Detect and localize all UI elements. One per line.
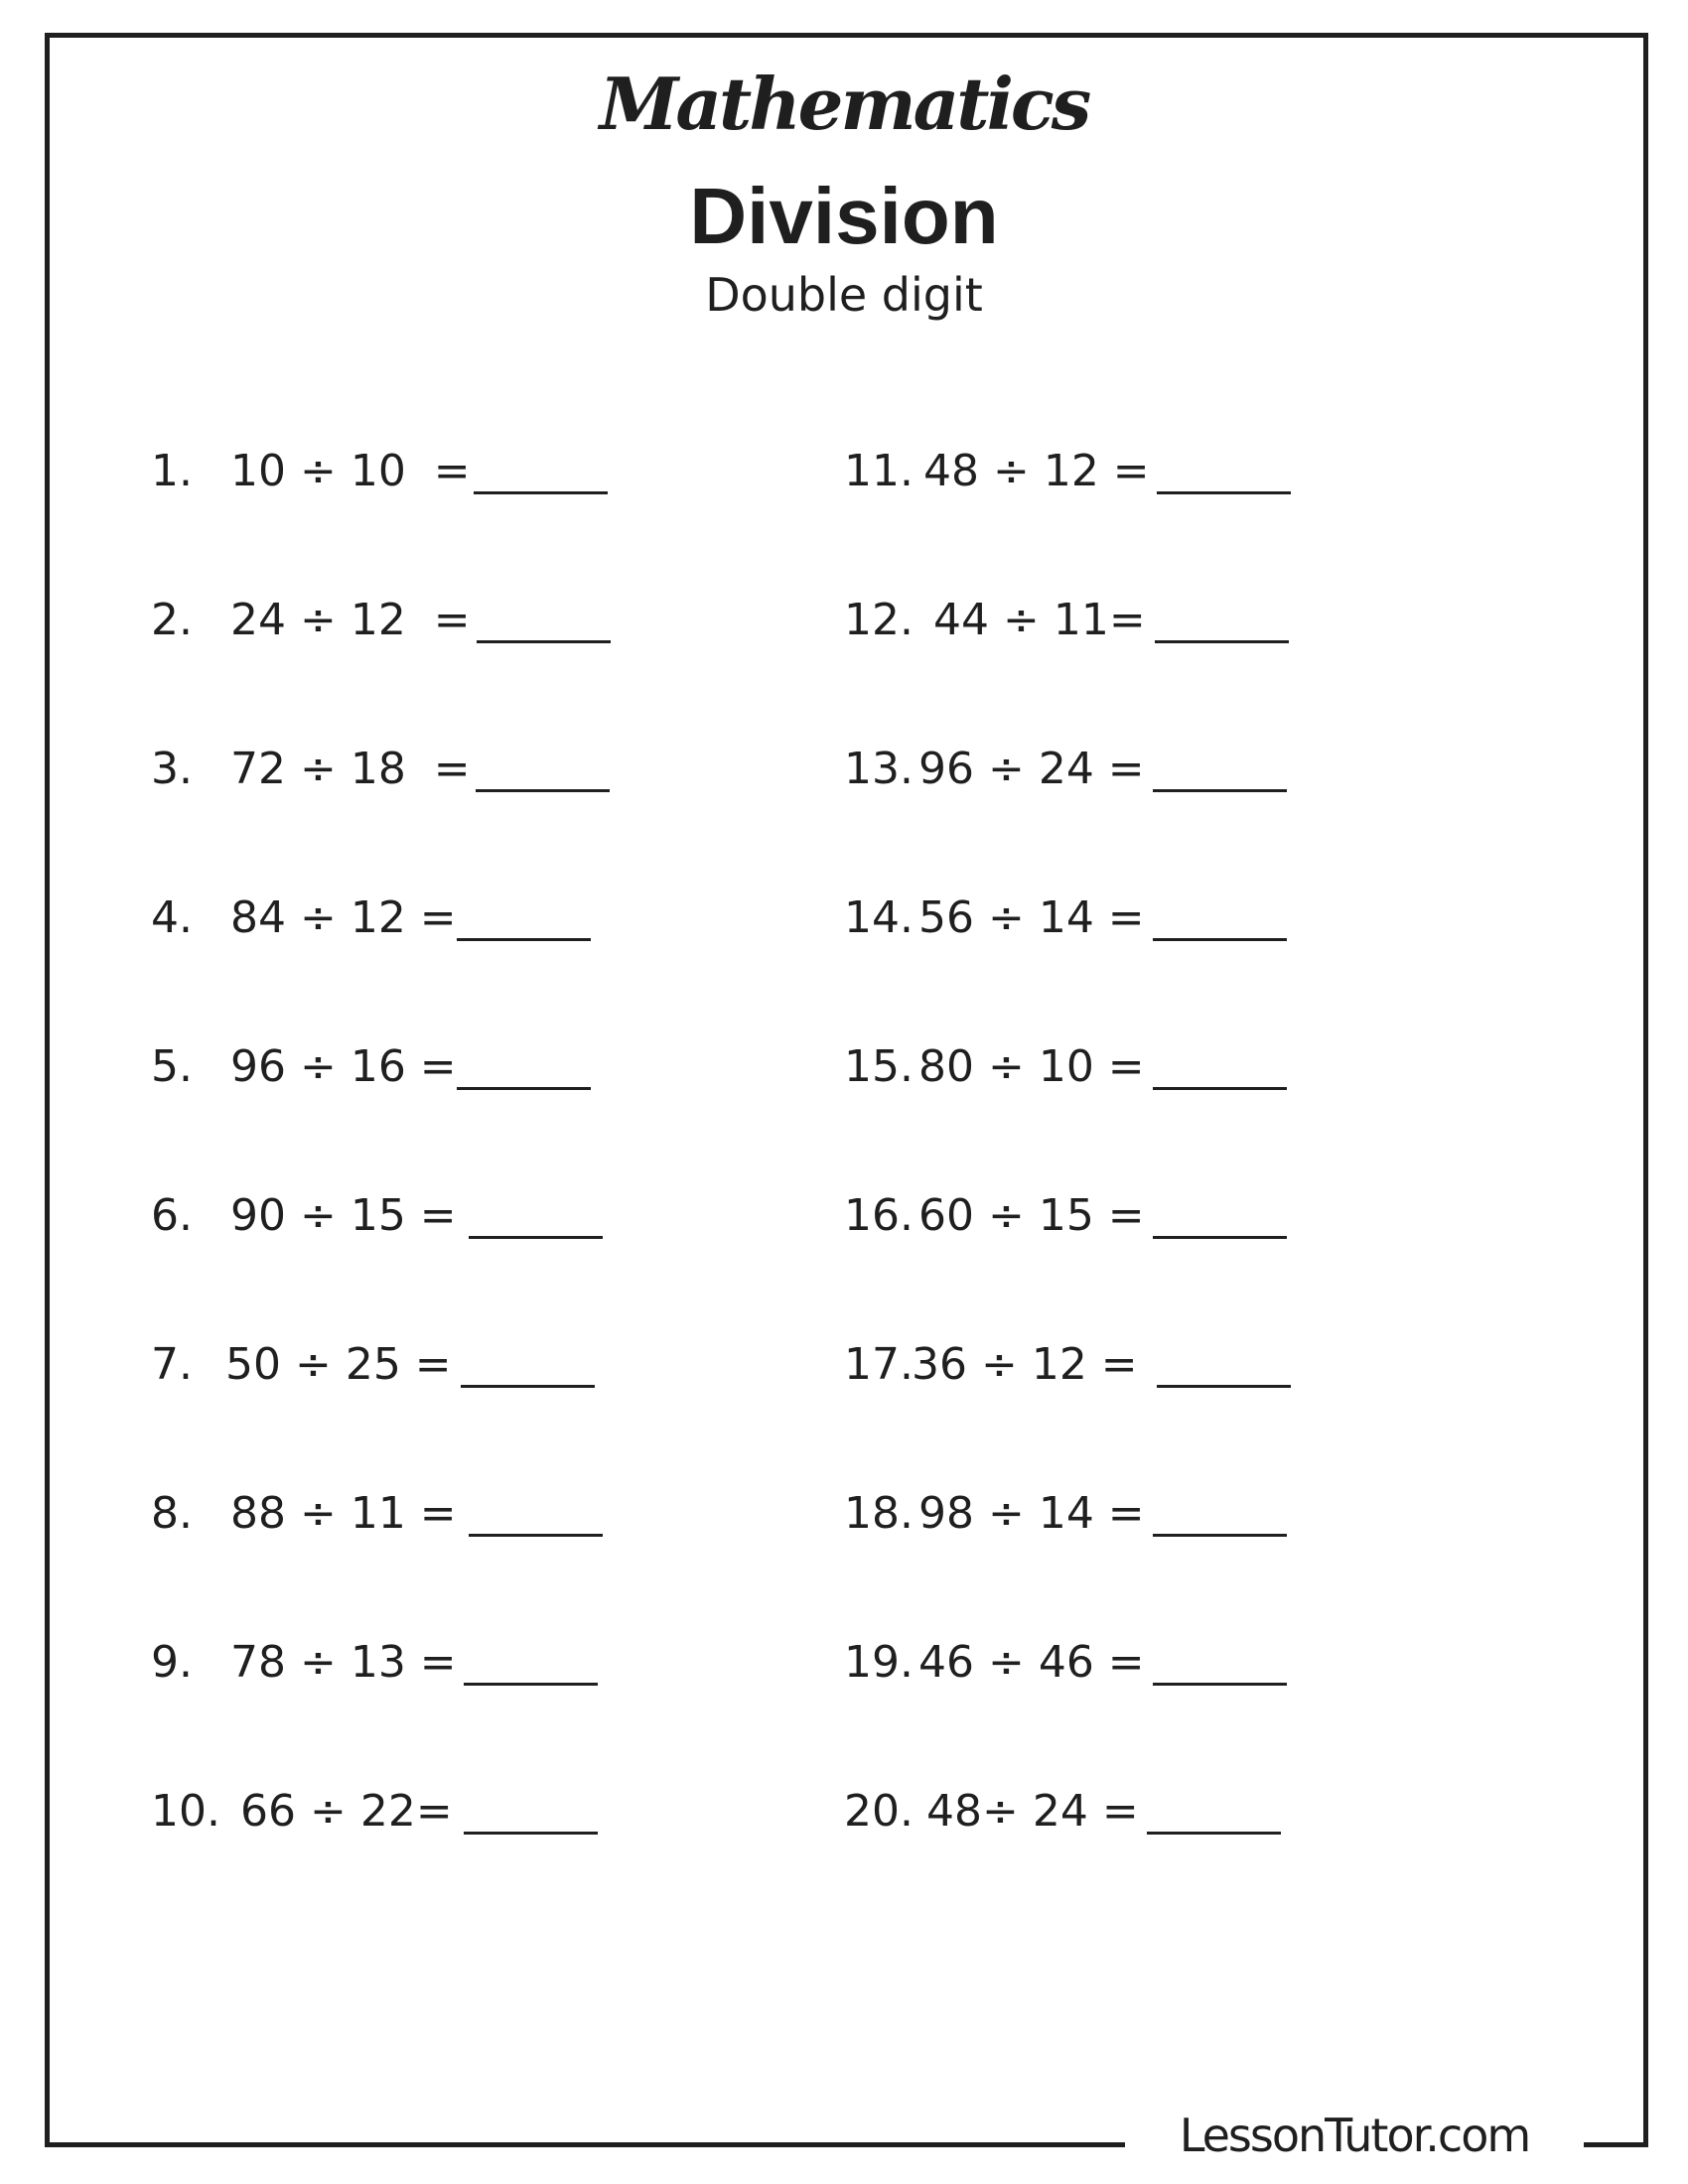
- answer-blank[interactable]: [1155, 640, 1289, 643]
- problem-number: 10.: [151, 1786, 220, 1837]
- border-right: [1643, 33, 1648, 2147]
- problem-12: [844, 591, 1146, 650]
- problem-14: [844, 888, 1145, 948]
- subject-heading: Mathematics: [599, 62, 1089, 146]
- problem-expression: 24 ÷ 12 =: [230, 595, 471, 645]
- problem-number: 20.: [844, 1786, 914, 1837]
- problem-expression: 56 ÷ 14 =: [918, 892, 1145, 943]
- answer-blank[interactable]: [469, 1534, 603, 1537]
- problem-expression: 96 ÷ 24 =: [918, 744, 1145, 794]
- problem-number: 13.: [844, 744, 914, 794]
- problem-2: [151, 591, 471, 650]
- problem-16: [844, 1186, 1145, 1246]
- problem-number: 6.: [151, 1190, 193, 1241]
- answer-blank[interactable]: [1147, 1832, 1281, 1835]
- answer-blank[interactable]: [1153, 789, 1287, 792]
- answer-blank[interactable]: [1153, 1683, 1287, 1686]
- problem-number: 8.: [151, 1488, 193, 1539]
- problem-19: [844, 1633, 1145, 1693]
- problem-expression: 60 ÷ 15 =: [918, 1190, 1145, 1241]
- problem-expression: 44 ÷ 11=: [933, 595, 1146, 645]
- problem-number: 2.: [151, 595, 193, 645]
- problem-number: 14.: [844, 892, 914, 943]
- answer-blank[interactable]: [1153, 1534, 1287, 1537]
- problem-number: 12.: [844, 595, 914, 645]
- problem-9: [151, 1633, 457, 1693]
- problem-expression: 48÷ 24 =: [926, 1786, 1139, 1837]
- problem-expression: 50 ÷ 25 =: [225, 1339, 452, 1390]
- answer-blank[interactable]: [477, 640, 611, 643]
- problem-number: 5.: [151, 1041, 193, 1092]
- answer-blank[interactable]: [1157, 1385, 1291, 1388]
- answer-blank[interactable]: [461, 1385, 595, 1388]
- problem-number: 17.: [844, 1339, 914, 1390]
- border-top: [45, 33, 1648, 38]
- border-bottom-right: [1584, 2142, 1648, 2147]
- problem-number: 11.: [844, 446, 914, 496]
- answer-blank[interactable]: [474, 491, 608, 494]
- problem-18: [844, 1484, 1145, 1544]
- problem-1: [151, 442, 471, 501]
- problem-expression: 10 ÷ 10 =: [230, 446, 471, 496]
- answer-blank[interactable]: [1153, 1087, 1287, 1090]
- problem-10: [151, 1782, 453, 1842]
- problem-17: [844, 1335, 1138, 1395]
- problem-6: [151, 1186, 457, 1246]
- problem-number: 15.: [844, 1041, 914, 1092]
- problem-number: 16.: [844, 1190, 914, 1241]
- answer-blank[interactable]: [464, 1683, 598, 1686]
- border-bottom-left: [45, 2142, 1125, 2147]
- problem-13: [844, 740, 1145, 799]
- problem-expression: 80 ÷ 10 =: [918, 1041, 1145, 1092]
- footer-site-name: LessonTutor.com: [1179, 2109, 1530, 2162]
- problem-expression: 78 ÷ 13 =: [230, 1637, 457, 1688]
- problem-3: [151, 740, 471, 799]
- problem-number: 18.: [844, 1488, 914, 1539]
- problem-15: [844, 1037, 1145, 1097]
- problem-expression: 66 ÷ 22=: [240, 1786, 453, 1837]
- answer-blank[interactable]: [1153, 1236, 1287, 1239]
- problem-11: [844, 442, 1150, 501]
- problem-number: 7.: [151, 1339, 193, 1390]
- border-left: [45, 33, 50, 2147]
- problem-number: 1.: [151, 446, 193, 496]
- problem-8: [151, 1484, 457, 1544]
- problem-number: 3.: [151, 744, 193, 794]
- problem-7: [151, 1335, 452, 1395]
- problem-expression: 46 ÷ 46 =: [918, 1637, 1145, 1688]
- problem-expression: 84 ÷ 12 =: [230, 892, 457, 943]
- answer-blank[interactable]: [457, 1087, 591, 1090]
- worksheet-title: Division: [689, 172, 999, 260]
- answer-blank[interactable]: [1153, 938, 1287, 941]
- answer-blank[interactable]: [464, 1832, 598, 1835]
- problem-number: 9.: [151, 1637, 193, 1688]
- problem-20: [844, 1782, 1139, 1842]
- worksheet-subtitle: Double digit: [705, 268, 983, 322]
- problem-expression: 36 ÷ 12 =: [912, 1339, 1138, 1390]
- problem-expression: 72 ÷ 18 =: [230, 744, 471, 794]
- problem-expression: 98 ÷ 14 =: [918, 1488, 1145, 1539]
- problem-expression: 88 ÷ 11 =: [230, 1488, 457, 1539]
- problem-expression: 96 ÷ 16 =: [230, 1041, 457, 1092]
- answer-blank[interactable]: [457, 938, 591, 941]
- problem-number: 19.: [844, 1637, 914, 1688]
- answer-blank[interactable]: [469, 1236, 603, 1239]
- problem-4: [151, 888, 457, 948]
- answer-blank[interactable]: [1157, 491, 1291, 494]
- problem-5: [151, 1037, 457, 1097]
- answer-blank[interactable]: [476, 789, 610, 792]
- problem-expression: 48 ÷ 12 =: [923, 446, 1150, 496]
- problem-expression: 90 ÷ 15 =: [230, 1190, 457, 1241]
- problem-number: 4.: [151, 892, 193, 943]
